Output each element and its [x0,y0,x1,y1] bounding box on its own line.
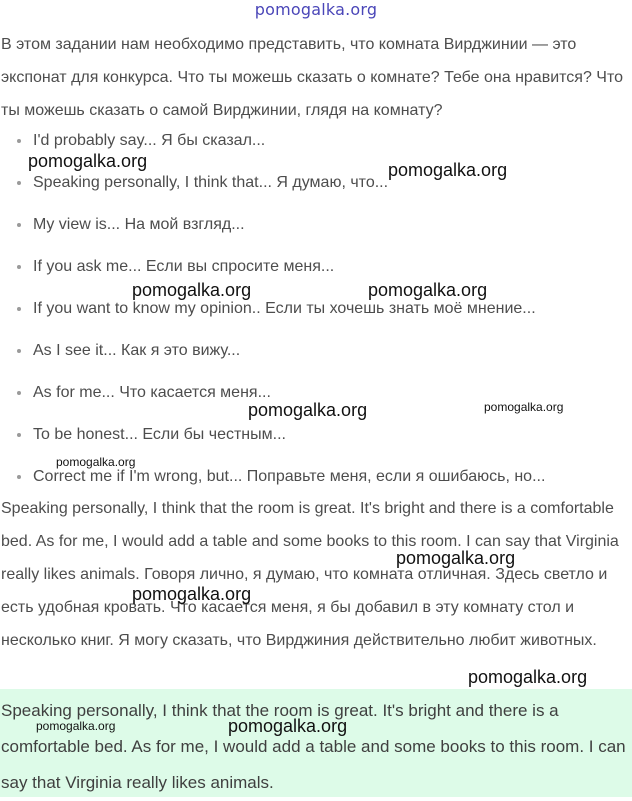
bullet-icon [17,307,21,311]
phrase-text: As I see it... Как я это вижу... [33,342,241,359]
bullet-icon [17,433,21,437]
bullet-icon [17,391,21,395]
site-header[interactable]: pomogalka.org [254,0,378,19]
bullet-icon [17,181,21,185]
watermark: pomogalka.org [36,719,116,733]
watermark: pomogalka.org [388,160,508,180]
phrase-text: If you want to know my opinion.. Если ты хочешь знать моё мнение... [33,300,536,317]
watermark: pomogalka.org [56,455,136,469]
list-item [0,207,632,249]
watermark: pomogalka.org [132,584,252,604]
phrase-text: I'd probably say... Я бы сказал... [33,132,266,149]
watermark: pomogalka.org [132,280,252,300]
phrase-text: To be honest... Если бы честным... [33,426,286,443]
bullet-icon [17,223,21,227]
watermark: pomogalka.org [228,716,348,736]
watermark: pomogalka.org [28,151,148,171]
list-item [0,291,632,333]
watermark: pomogalka.org [468,667,588,687]
list-item [0,417,632,459]
watermark: pomogalka.org [396,548,516,568]
list-item [0,249,632,291]
result-text: Speaking personally, I think that the room is great. It's bright and there is a comfortable bed. As for me, I would add a table and some books to this room. I can say that Virginia really likes animals. [1,701,626,792]
phrase-text: Correct me if I'm wrong, but... Поправьте меня, если я ошибаюсь, но... [33,468,546,485]
answer-text: Speaking personally, I think that the room is great. It's bright and there is a comfortable bed. As for me, I would add a table and some books to this room. I can say that Virginia really likes animals. Говоря лично, я думаю, что комната отличная. Здесь светло и есть удобная кровать. Что касается меня, я бы добавил в эту комнату стол и несколько книг. Я могу сказать, что Вирджиния действительно любит животных. [1,500,619,649]
list-item [0,333,632,375]
phrase-text: If you ask me... Если вы спросите меня... [33,258,335,275]
bullet-icon [17,265,21,269]
bullet-icon [17,139,21,143]
bullet-icon [17,349,21,353]
phrase-text: Speaking personally, I think that... Я думаю, что... [33,174,389,191]
phrase-text: As for me... Что касается меня... [33,384,271,401]
bullet-icon [17,475,21,479]
phrase-text: My view is... На мой взгляд... [33,216,245,233]
watermark: pomogalka.org [484,400,564,414]
phrase-list [0,123,632,501]
result-box [0,689,632,797]
watermark: pomogalka.org [248,400,368,420]
watermark: pomogalka.org [368,280,488,300]
task-intro: В этом задании нам необходимо представить, что комната Вирджинии — это экспонат для конкурса. Что ты можешь сказать о комнате? Тебе она нравится? Что ты можешь сказать о самой Вирджинии, глядя на комнату? [1,36,624,119]
